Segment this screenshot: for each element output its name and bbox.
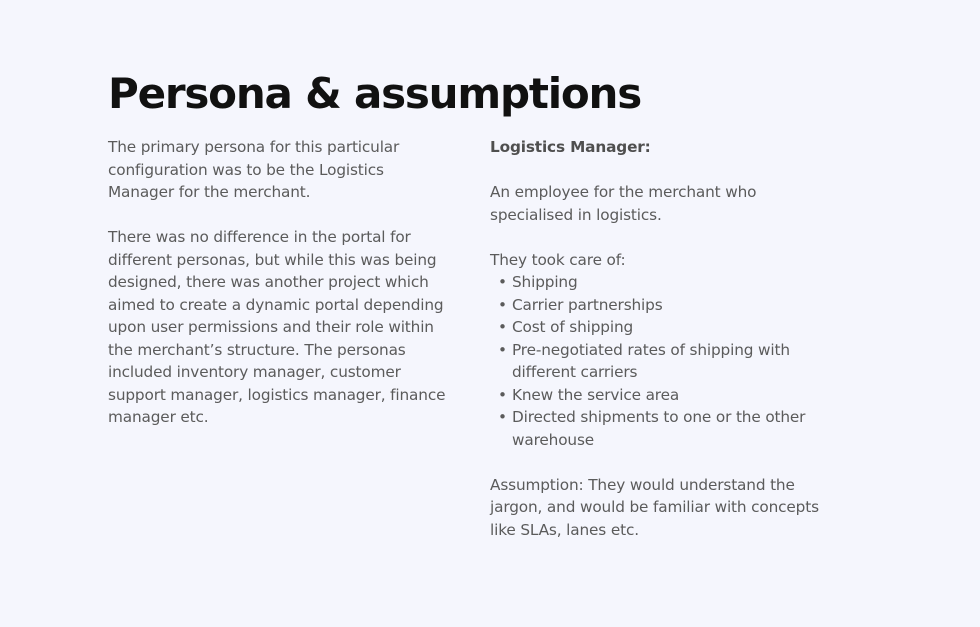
responsibilities-intro: They took care of: bbox=[490, 250, 626, 269]
persona-context-paragraph: There was no difference in the portal for different personas, but while this was being designed, there was another project which aimed to create a dynamic portal depending upon user permissions and their role within the merchant’s structure. The personas included inventory manager, customer support manager, logistics manager, finance manager etc. bbox=[108, 228, 446, 426]
list-item: • Knew the service area bbox=[490, 384, 825, 407]
persona-overview-column bbox=[108, 136, 453, 429]
list-item: • Shipping bbox=[490, 271, 825, 294]
logistics-manager-column bbox=[490, 136, 825, 541]
assumption-paragraph: Assumption: They would understand the jargon, and would be familiar with concepts like SLAs, lanes etc. bbox=[490, 475, 819, 539]
list-item: • Directed shipments to one or the other warehouse bbox=[490, 406, 825, 451]
list-item: • Cost of shipping bbox=[490, 316, 825, 339]
spacer bbox=[490, 159, 825, 182]
list-item: • Carrier partnerships bbox=[490, 294, 825, 317]
spacer bbox=[108, 204, 453, 227]
page-title: Persona & assumptions bbox=[108, 69, 642, 118]
persona-description: An employee for the merchant who specialised in logistics. bbox=[490, 183, 757, 224]
persona-heading: Logistics Manager: bbox=[490, 138, 651, 156]
responsibilities-list bbox=[490, 271, 825, 451]
list-item: • Pre-negotiated rates of shipping with different carriers bbox=[490, 339, 825, 384]
spacer bbox=[490, 226, 825, 249]
persona-intro-paragraph: The primary persona for this particular configuration was to be the Logistics Manager for the merchant. bbox=[108, 138, 400, 201]
spacer bbox=[490, 451, 825, 474]
